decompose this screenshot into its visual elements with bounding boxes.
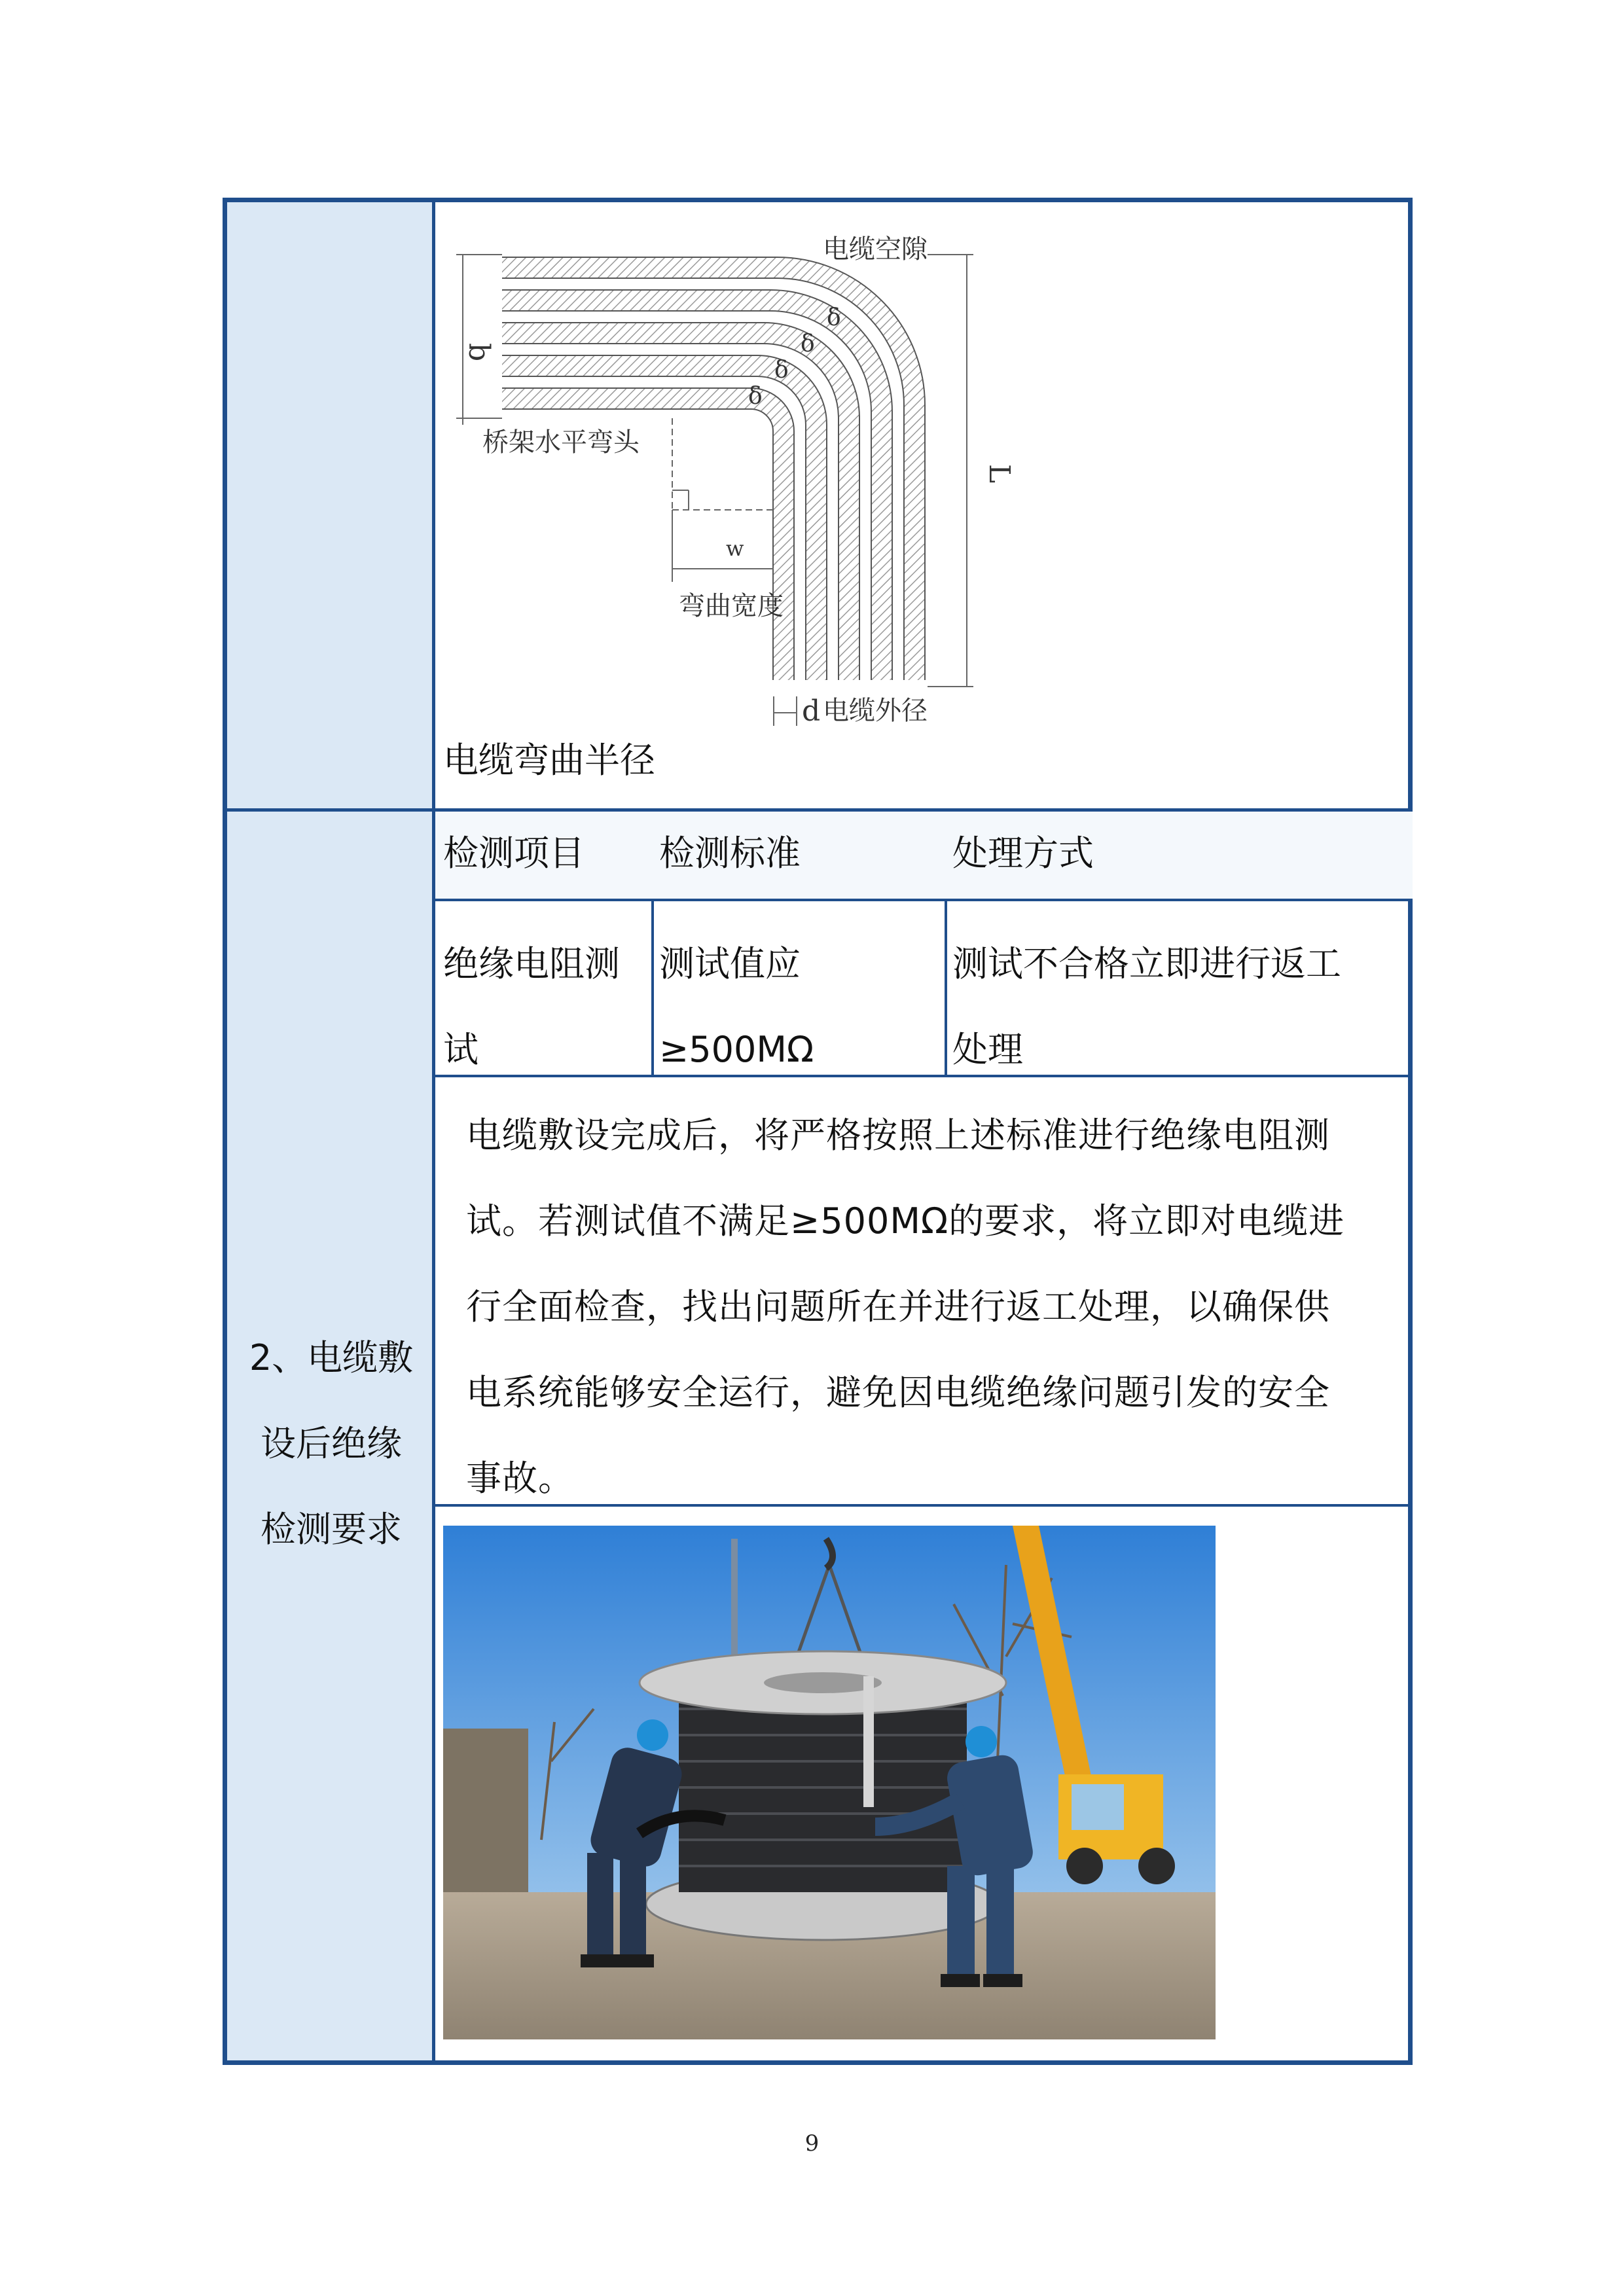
cell-line: 绝缘电阻测 [443,943,620,984]
left-label-column [227,202,435,2060]
row-divider [435,899,1413,901]
table-header-item: 检测项目 [443,833,585,874]
cell-line: 处理 [952,1029,1023,1070]
table-header-standard: 检测标准 [659,833,801,874]
cell-line: 测试不合格立即进行返工 [952,943,1341,984]
paragraph-line: 试。若测试值不满足≥500MΩ的要求，将立即对电缆进 [466,1200,1345,1242]
section-label-line: 2、电缆敷 [249,1337,414,1378]
cell-line: 试 [443,1029,478,1070]
delta-label: δ [801,331,815,357]
paragraph-line: 电缆敷设完成后，将严格按照上述标准进行绝缘电阻测 [466,1115,1330,1156]
cell-line: ≥500MΩ [659,1029,814,1070]
paragraph-line: 事故。 [466,1458,574,1499]
content-table-frame [223,198,1413,2065]
table-header-action: 处理方式 [952,833,1094,874]
delta-label: δ [748,383,763,410]
dimension-b-label: b [462,343,496,362]
table-cell-item [443,921,620,1092]
cable-outer-diameter-label: 电缆外径 [823,696,928,726]
delta-label: δ [827,304,841,331]
bend-width-label: 弯曲宽度 [679,591,784,621]
dimension-d-label: d [802,694,821,728]
description-paragraph [466,1092,1402,1521]
cable-reel-photo [443,1526,1216,2039]
table-cell-standard [659,921,814,1092]
table-cell-action [952,921,1341,1092]
tray-elbow-label: 桥架水平弯头 [482,427,640,457]
delta-label: δ [774,357,789,384]
page-number: 9 [804,2130,820,2157]
cell-line: 测试值应 [659,943,801,984]
cable-gap-label: 电缆空隙 [823,234,928,264]
section-label [227,1315,435,1572]
dimension-L-label: L [983,464,1016,484]
section-label-line: 检测要求 [261,1509,402,1550]
dimension-w-label: w [726,536,744,561]
paragraph-line: 行全面检查，找出问题所在并进行返工处理，以确保供 [466,1286,1330,1327]
diagram-caption: 电缆弯曲半径 [443,740,655,781]
cable-bend-diagram [443,228,1032,732]
section-label-line: 设后绝缘 [261,1423,402,1464]
paragraph-line: 电系统能够安全运行，避免因电缆绝缘问题引发的安全 [466,1372,1330,1413]
